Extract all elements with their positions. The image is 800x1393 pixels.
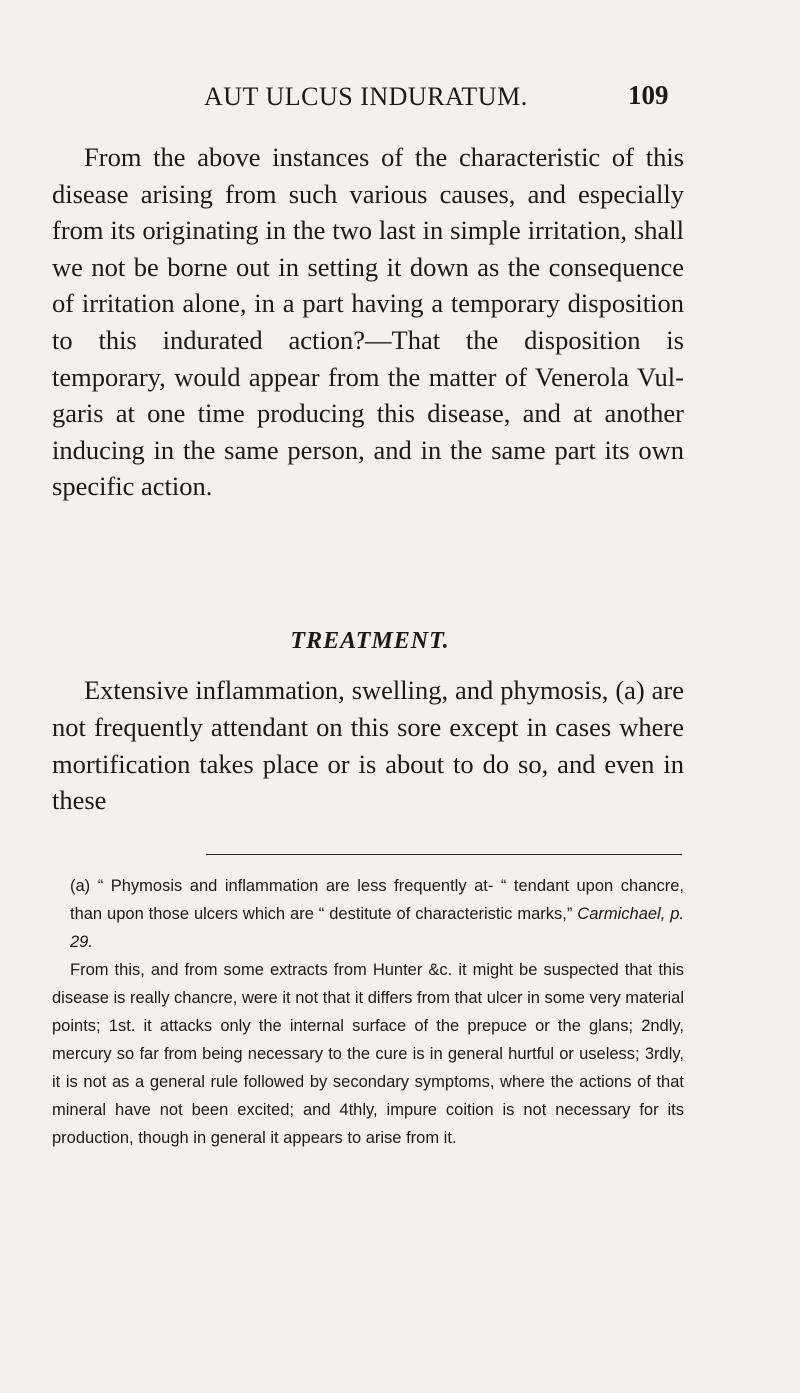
footnote-quote: “ Phymosis and inflammation are less frequently at- “ tendant upon chancre, than upon those ulcers which are “ destitute of characteristic marks,” [70,877,684,923]
section-heading-treatment: TREATMENT. [290,628,450,654]
footnote-rule [206,854,682,855]
body-text [52,139,684,505]
footnote [52,872,684,1152]
body-text-2 [52,672,684,819]
footnote-citation: Carmichael, p. 29. [70,905,684,951]
running-title: AUT ULCUS INDURATUM. [204,82,528,111]
footnote-text: From this, and from some extracts from Hunter &c. it might be suspected that this disease is really chancre, were it not that it differs from that ulcer in some very material points; 1st. it attacks only the internal surface of the prepuce or the glans; 2ndly, mercury so far from being necessary to the cure is in general hurtful or useless; 3rdly, it is not as a general rule followed by secondary symptoms, where the actions of that mineral have not been excited; and 4thly, impure coition is not necessary for its production, though in general it appears to arise from it. [52,961,684,1147]
running-head [0,82,800,122]
paragraph-1: From the above instances of the characteristic of this disease arising from such various causes, and especially from its originating in the two last in simple irritation, shall we not be borne out in setting it down as the consequence of irritation alone, in a part having a temporary disposition to this indurated action?—That the disposition is temporary, would appear from the matter of Venerola Vulgaris at one time producing this disease, and at another inducing in the same person, and in the same part its own specific action. [52,142,684,502]
footnote-quote-paragraph [52,872,684,956]
footnote-marker: (a) [70,877,91,895]
paragraph-2: Extensive inflammation, swelling, and phymosis, (a) are not frequently attendant on this sore except in cases where mortification takes place or is about to do so, and even in these [52,675,684,816]
page-number: 109 [628,80,669,110]
